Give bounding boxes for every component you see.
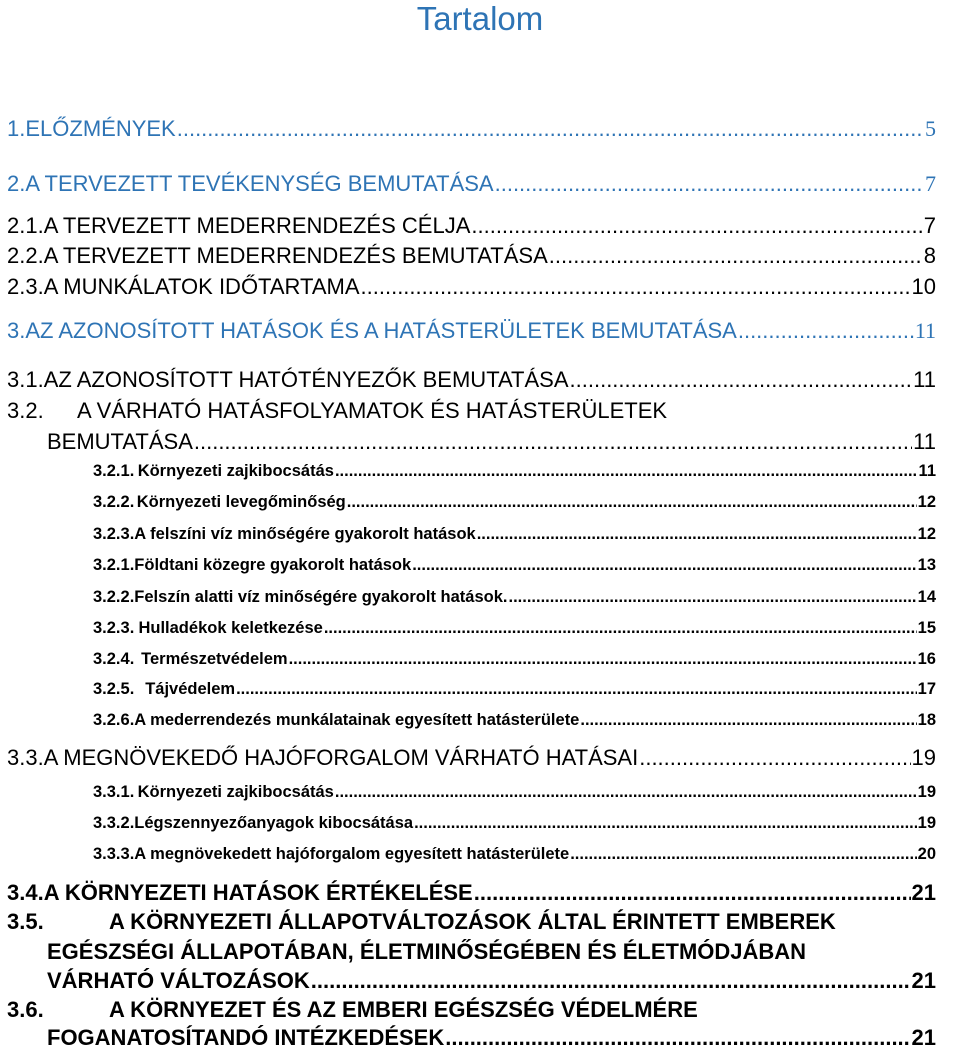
toc-page: 11 — [913, 429, 936, 454]
toc-entry[interactable] — [7, 213, 936, 239]
toc-number: 2. — [7, 171, 26, 196]
toc-text: A TERVEZETT TEVÉKENYSÉG BEMUTATÁSA — [25, 171, 494, 196]
toc-entry[interactable] — [7, 116, 936, 142]
page-title: Tartalom — [416, 0, 544, 37]
toc-number: 3.2.2. — [93, 588, 135, 606]
toc-number: 3.3.1. — [93, 783, 135, 801]
toc-number: 3.2.3. — [93, 619, 135, 637]
toc-page: 10 — [911, 274, 936, 299]
toc-page: 21 — [911, 1025, 936, 1050]
toc-entry[interactable] — [93, 845, 936, 864]
toc-leader — [289, 650, 917, 669]
toc-leader — [738, 318, 914, 344]
toc-entry[interactable] — [7, 318, 936, 344]
toc-page: 8 — [923, 243, 936, 268]
toc-text-line[interactable]: A KÖRNYEZET ÉS AZ EMBERI EGÉSZSÉG VÉDELMÉRE — [109, 997, 698, 1022]
toc-number: 3. — [7, 318, 26, 343]
toc-leader — [347, 493, 917, 512]
toc-entry[interactable] — [93, 525, 936, 544]
toc-text: A TERVEZETT MEDERRENDEZÉS BEMUTATÁSA — [43, 243, 548, 268]
toc-page: 17 — [917, 680, 936, 698]
toc-text: A felszíni víz minőségére gyakorolt hatások — [134, 525, 476, 543]
toc-leader — [474, 880, 911, 906]
toc-text-line[interactable]: A VÁRHATÓ HATÁSFOLYAMATOK ÉS HATÁSTERÜLETEK — [77, 398, 668, 423]
toc-leader — [194, 429, 912, 455]
toc-page: 21 — [911, 968, 936, 993]
toc-entry[interactable] — [7, 367, 936, 393]
toc-page: 19 — [911, 745, 936, 770]
toc-text: A MEGNÖVEKEDŐ HAJÓFORGALOM VÁRHATÓ HATÁSAI — [43, 745, 639, 770]
toc-text: ELŐZMÉNYEK — [25, 116, 176, 141]
toc-entry[interactable] — [93, 619, 936, 638]
toc-number: 3.4. — [7, 880, 44, 905]
toc-leader — [570, 367, 913, 393]
toc-text: Tájvédelem — [145, 680, 236, 698]
toc-leader — [335, 462, 918, 481]
toc-leader — [570, 845, 916, 864]
toc-page: 7 — [925, 171, 936, 196]
toc-leader — [495, 171, 924, 197]
toc-number: 3.2.1. — [93, 462, 135, 480]
toc-leader — [361, 274, 911, 300]
toc-number: 2.1. — [7, 213, 44, 238]
toc-page: 12 — [917, 525, 936, 543]
toc-page: 13 — [917, 556, 936, 574]
toc-leader — [477, 525, 917, 544]
toc-number: 2.3. — [7, 274, 44, 299]
toc-page: 19 — [917, 814, 936, 832]
toc-text: Hulladékok keletkezése — [138, 619, 323, 637]
toc-leader — [236, 680, 917, 699]
toc-entry[interactable] — [93, 650, 936, 669]
toc-text: Környezeti levegőminőség — [136, 493, 346, 511]
toc-number: 3.2.1. — [93, 556, 135, 574]
toc-text: BEMUTATÁSA — [47, 429, 193, 454]
toc-entry[interactable] — [93, 783, 936, 802]
toc-entry[interactable] — [7, 243, 936, 269]
toc-page: 11 — [914, 318, 936, 343]
toc-entry[interactable] — [93, 814, 936, 833]
toc-leader — [509, 588, 917, 607]
toc-entry[interactable] — [93, 711, 936, 730]
toc-entry[interactable] — [93, 588, 936, 607]
toc-entry-number: 3.2. — [7, 398, 44, 423]
toc-leader — [445, 1025, 910, 1051]
toc-entry[interactable] — [7, 745, 936, 771]
toc-number: 3.3. — [7, 745, 44, 770]
toc-page: 21 — [911, 880, 936, 905]
toc-page: 14 — [917, 588, 936, 606]
toc-leader — [471, 213, 922, 239]
toc-text: Környezeti zajkibocsátás — [137, 783, 334, 801]
toc-leader — [335, 783, 917, 802]
toc-number: 3.2.2. — [93, 493, 135, 511]
toc-text: AZ AZONOSÍTOTT HATÁSOK ÉS A HATÁSTERÜLETEK BEMUTATÁSA — [25, 318, 737, 343]
toc-number: 3.2.5. — [93, 680, 135, 698]
toc-entry[interactable] — [7, 880, 936, 906]
toc-page: 7 — [923, 213, 936, 238]
toc-text: A KÖRNYEZETI HATÁSOK ÉRTÉKELÉSE — [43, 880, 473, 905]
toc-entry[interactable] — [93, 680, 936, 699]
toc-text: A TERVEZETT MEDERRENDEZÉS CÉLJA — [43, 213, 471, 238]
toc-page: 12 — [917, 493, 936, 511]
toc-number: 2.2. — [7, 243, 44, 268]
toc-leader — [324, 619, 917, 638]
toc-number: 3.3.2. — [93, 814, 135, 832]
toc-entry[interactable] — [47, 968, 936, 994]
toc-leader — [639, 745, 910, 771]
toc-number: 1. — [7, 116, 26, 141]
toc-page: 19 — [917, 783, 936, 801]
toc-page: 20 — [917, 845, 936, 863]
toc-text: Természetvédelem — [141, 650, 288, 668]
toc-leader — [414, 814, 917, 833]
toc-number: 3.2.6. — [93, 711, 135, 729]
toc-leader — [580, 711, 916, 730]
toc-text: A MUNKÁLATOK IDŐTARTAMA — [43, 274, 360, 299]
toc-text: Környezeti zajkibocsátás — [137, 462, 334, 480]
toc-text: AZ AZONOSÍTOTT HATÓTÉNYEZŐK BEMUTATÁSA — [43, 367, 569, 392]
toc-leader — [549, 243, 923, 269]
toc-text: A megnövekedett hajóforgalom egyesített hatásterülete — [134, 845, 570, 863]
toc-entry-number: 3.5. — [7, 909, 44, 934]
toc-entry[interactable] — [93, 462, 936, 481]
toc-entry[interactable] — [7, 171, 936, 197]
toc-entry[interactable] — [47, 429, 936, 455]
toc-entry[interactable] — [93, 493, 936, 512]
toc-page: 11 — [913, 367, 936, 392]
toc-text: FOGANATOSÍTANDÓ INTÉZKEDÉSEK — [47, 1025, 445, 1050]
toc-number: 3.2.4. — [93, 650, 135, 668]
toc-text-line[interactable]: EGÉSZSÉGI ÁLLAPOTÁBAN, ÉLETMINŐSÉGÉBEN ÉS ÉLETMÓDJÁBAN — [47, 939, 807, 964]
toc-page: 15 — [917, 619, 936, 637]
toc-number: 3.1. — [7, 367, 44, 392]
toc-entry[interactable] — [7, 274, 936, 300]
toc-text: VÁRHATÓ VÁLTOZÁSOK — [47, 968, 310, 993]
toc-number: 3.3.3. — [93, 845, 135, 863]
toc-text: Földtani közegre gyakorolt hatások — [134, 556, 412, 574]
toc-leader — [311, 968, 911, 994]
toc-text-line[interactable]: A KÖRNYEZETI ÁLLAPOTVÁLTOZÁSOK ÁLTAL ÉRINTETT EMBEREK — [109, 909, 836, 934]
toc-page: 18 — [917, 711, 936, 729]
toc-entry-number: 3.6. — [7, 997, 44, 1022]
toc-page: 16 — [917, 650, 936, 668]
toc-text: Légszennyezőanyagok kibocsátása — [134, 814, 414, 832]
toc-number: 3.2.3. — [93, 525, 135, 543]
toc-leader — [177, 116, 924, 142]
toc-text: Felszín alatti víz minőségére gyakorolt hatások. — [134, 588, 508, 606]
toc-page: 5 — [925, 116, 936, 141]
toc-entry[interactable] — [47, 1025, 936, 1051]
toc-page: 11 — [918, 462, 936, 480]
toc-text: A mederrendezés munkálatainak egyesített hatásterülete — [134, 711, 580, 729]
toc-entry[interactable] — [93, 556, 936, 575]
toc-leader — [412, 556, 916, 575]
